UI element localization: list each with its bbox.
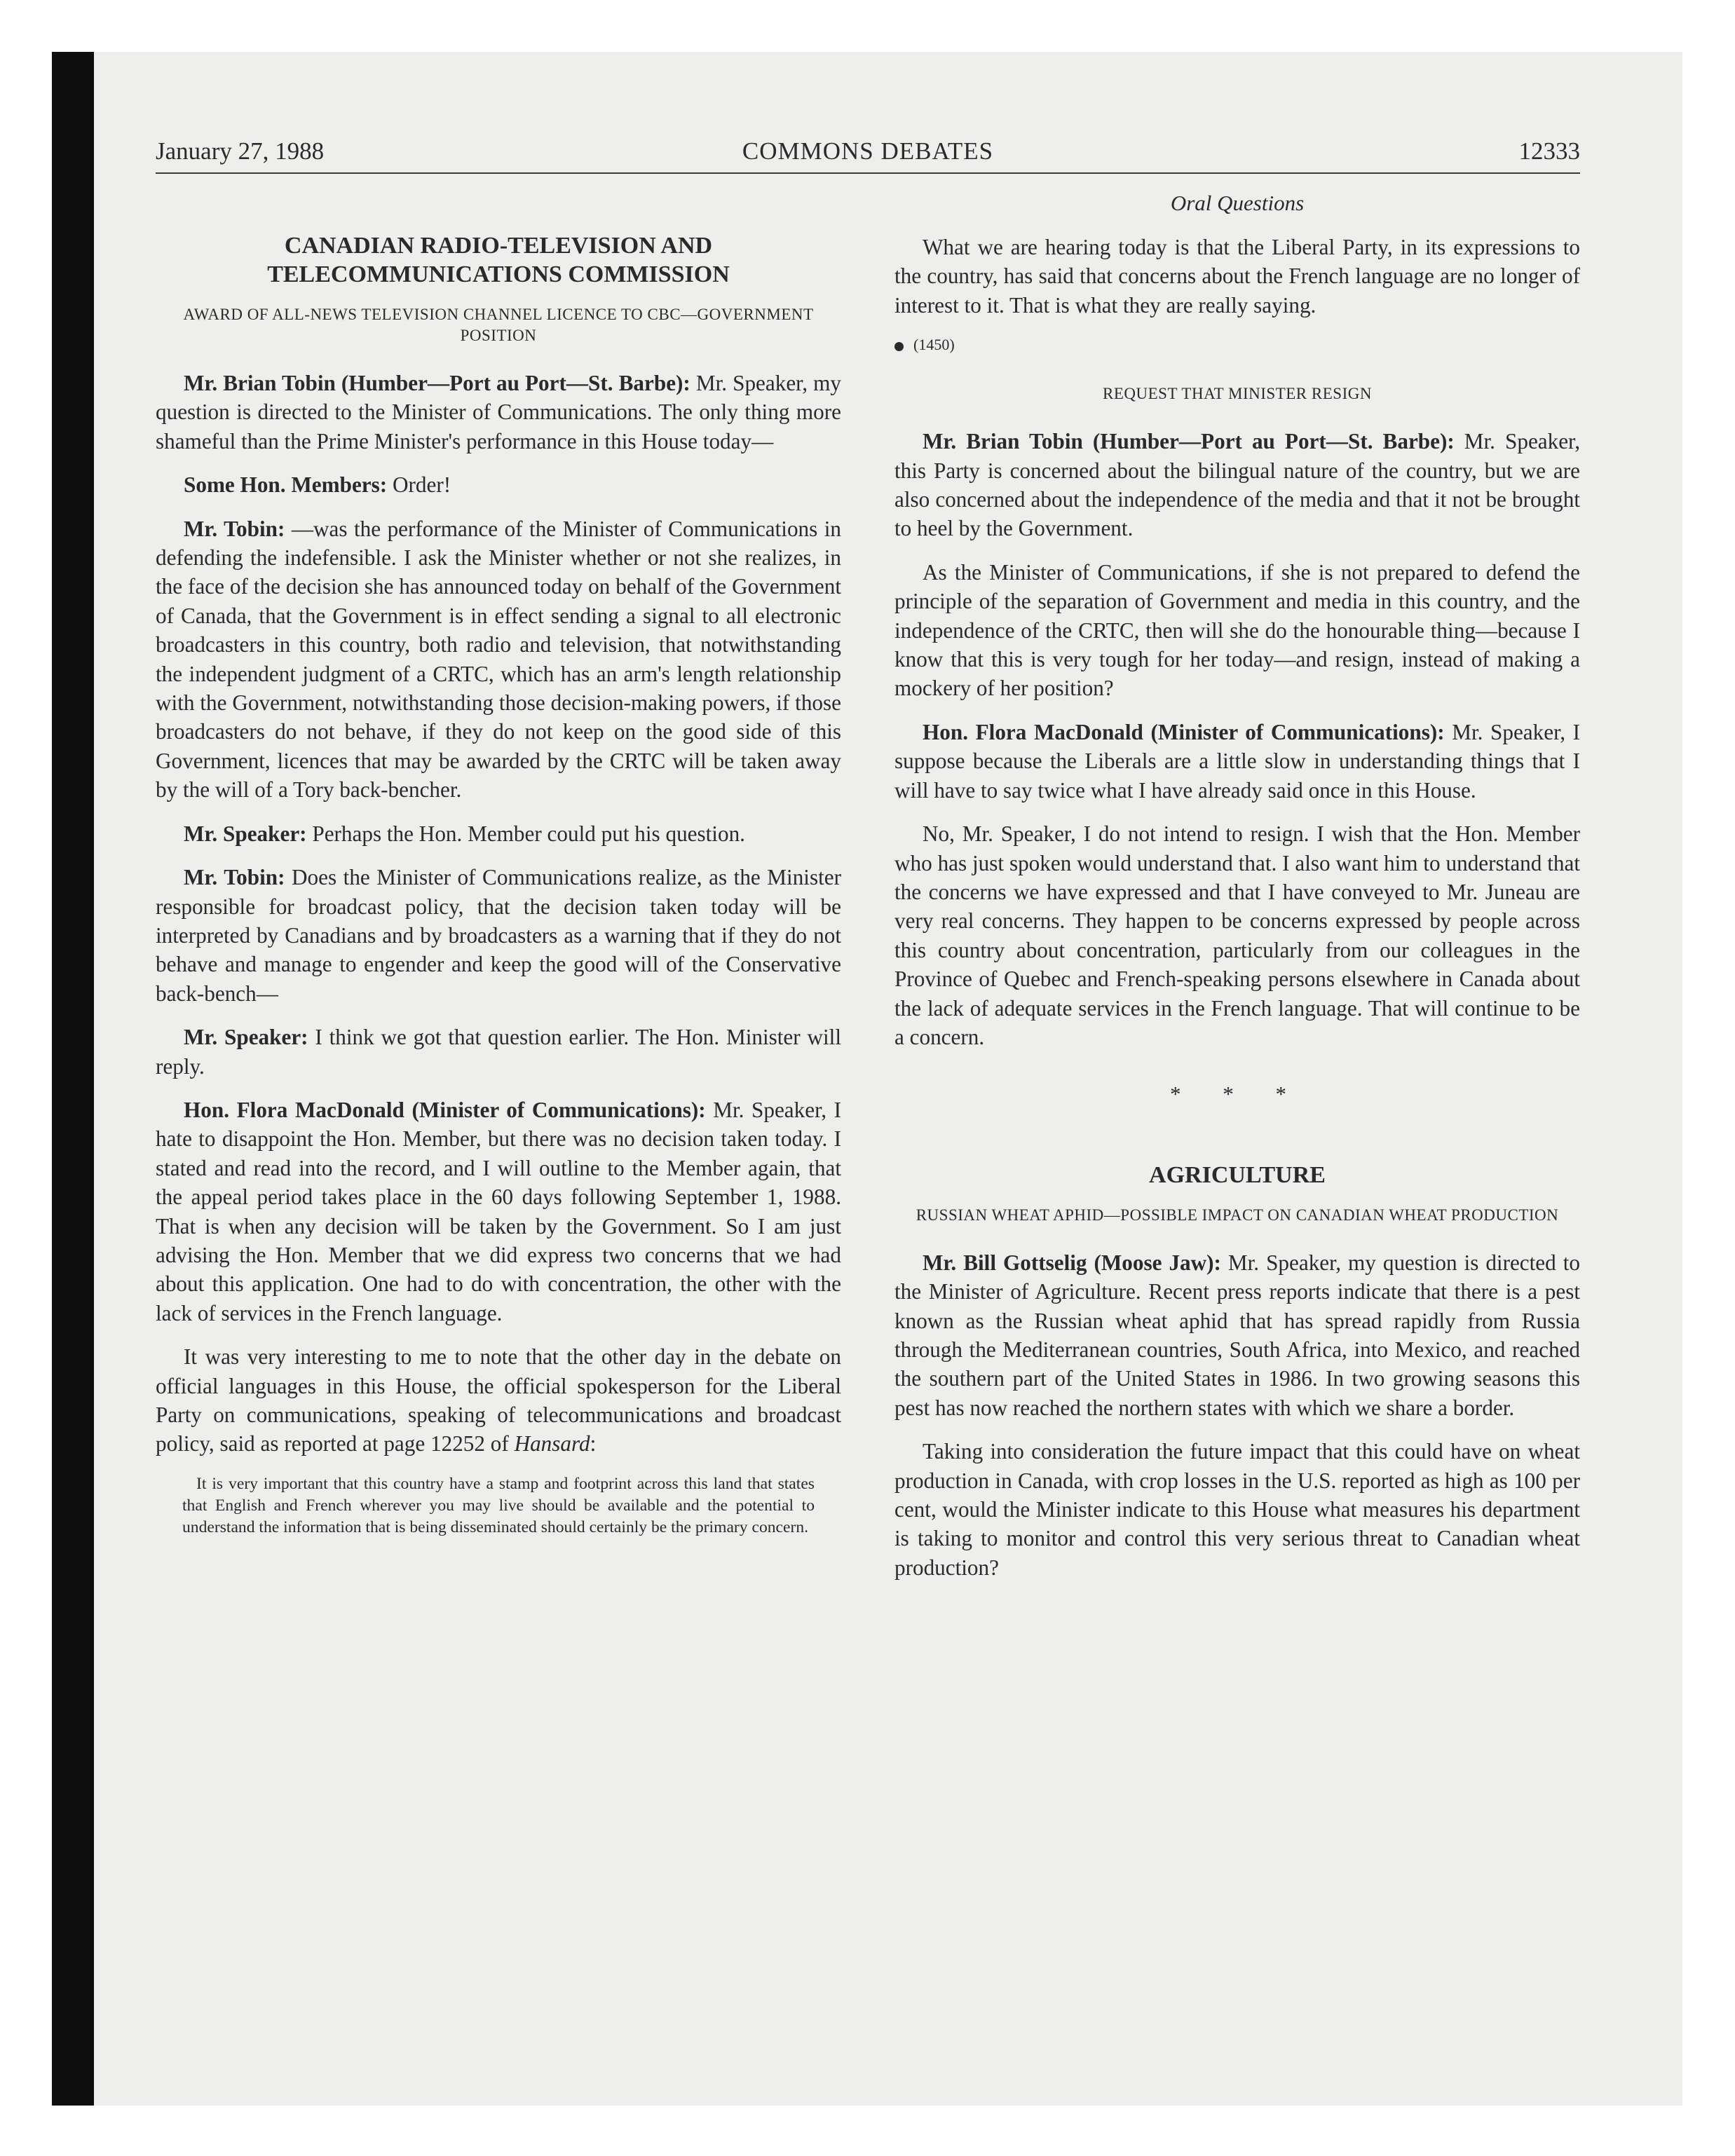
speech-text: Perhaps the Hon. Member could put his question. xyxy=(306,821,745,846)
running-title: Oral Questions xyxy=(1170,191,1305,215)
paragraph xyxy=(156,819,841,848)
speech-text: Mr. Speaker, I suppose because the Liberals are a little slow in understanding things that I will have to say twice what I have already said once in this House. xyxy=(894,719,1581,803)
speech-text: What we are hearing today is that the Liberal Party, in its expressions to the country, has said that concerns about the French language are no longer of interest to it. That is what they are really saying. xyxy=(894,235,1580,318)
paragraph xyxy=(894,558,1580,703)
speech-text: Mr. Speaker, I hate to disappoint the Hon. Member, but there was no decision taken today. I stated and read into the record, and I will outline to the Member again, that the appeal period takes place in the 60 days following September 1, 1988. That is when any decision will be taken by the Government. So I am just advising the Hon. Member that we did express two concerns that we had about this application. One had to do with concentration, the other with the lack of services in the French language. xyxy=(156,1097,842,1325)
paragraph xyxy=(894,427,1580,543)
time-marker xyxy=(894,334,1580,355)
right-column xyxy=(894,189,1580,1597)
paragraph xyxy=(894,819,1580,1051)
block-quote: It is very important that this country have a stamp and footprint across this land that states that English and French wherever you may live should be available and the potential to understand the information that is being disseminated should certainly be the primary concern. xyxy=(182,1474,815,1536)
paragraph xyxy=(894,718,1580,805)
paragraph xyxy=(156,514,841,805)
speech-text: Taking into consideration the future impact that this could have on wheat production in Canada, with crop losses in the U.S. reported as high as 100 per cent, would the Minister indicate to this House what measures his department is taking to monitor and control this very serious threat to Canadian wheat production? xyxy=(894,1439,1580,1580)
bullet-icon xyxy=(894,342,904,351)
speaker-name: Mr. Brian Tobin (Humber—Port au Port—St. Barbe): xyxy=(184,371,690,395)
speech-text: Mr. Speaker, my question is directed to the Minister of Communications. The only thing more shameful than the Prime Minister's performance in this House today— xyxy=(156,371,841,453)
speaker-name: Mr. Tobin: xyxy=(184,516,285,541)
speech-text: Order! xyxy=(387,472,451,498)
paragraph xyxy=(156,863,841,1008)
speaker-name: Mr. Brian Tobin (Humber—Port au Port—St. Barbe): xyxy=(923,429,1455,454)
speaker-name: Mr. Speaker: xyxy=(184,821,307,846)
header-date: January 27, 1988 xyxy=(156,137,325,165)
speaker-name: Mr. Tobin: xyxy=(184,865,285,890)
speaker-name: Some Hon. Members: xyxy=(184,472,388,498)
speaker-name: Hon. Flora MacDonald (Minister of Communications): xyxy=(184,1097,706,1122)
speech-text: I think we got that question earlier. The Hon. Minister will reply. xyxy=(156,1025,841,1079)
hansard-reference: Hansard xyxy=(514,1431,590,1456)
speaker-name: Mr. Speaker: xyxy=(184,1025,308,1050)
speech-text: Mr. Speaker, my question is directed to the Minister of Agriculture. Recent press reports indicate that there is a pest known as the Russian wheat aphid that has spread rapidly from Russia through the Mediterranean countries, South Africa, into Mexico, and reached the southern part of the United States in 1986. In two growing seasons this pest has now reached the northern states with which we share a border. xyxy=(894,1250,1580,1420)
speech-text: As the Minister of Communications, if she is not prepared to defend the principle of the separation of Government and media in this country, and the independence of the CRTC, then will she do the honourable thing—because I know that this is very tough for her today—and resign, instead of making a mockery of her position? xyxy=(894,559,1580,701)
paragraph xyxy=(156,1096,841,1328)
header-publication: COMMONS DEBATES xyxy=(742,137,994,165)
paragraph xyxy=(894,1248,1580,1422)
scan-edge-bar xyxy=(52,52,94,2106)
paragraph xyxy=(894,1437,1580,1582)
page-header xyxy=(156,137,1580,174)
paragraph xyxy=(894,233,1580,320)
speech-text: Does the Minister of Communications realize, as the Minister responsible for broadcast policy, that the decision taken today will be interpreted by Canadians and by broadcasters as a warning that if they do not behave and manage to engender and keep the good will of the Conservative back-bench— xyxy=(156,865,841,1006)
speech-text: —was the performance of the Minister of Communications in defending the indefensible. I ask the Minister whether or not she realizes, in the face of the decision she has announced today on behalf of the Government of Canada, that the Government is in effect sending a signal to all electronic broadcasters in this country, both radio and television, that notwithstanding the independent judgment of a CRTC, which has an arm's length relationship with the Government, notwithstanding those decision-making powers, if those broadcasters do not behave, if they do not keep on the good side of this Government, licences that may be awarded by the CRTC will be taken away by the will of a Tory back-bencher. xyxy=(156,516,842,803)
speech-text: No, Mr. Speaker, I do not intend to resign. I wish that the Hon. Member who has just spoken would understand that. I also want him to understand that the concerns we have expressed and that I have conveyed to Mr. Juneau are very real concerns. They happen to be concerns expressed by people across this country about concentration, particularly from our colleagues in the Province of Quebec and French-speaking persons elsewhere in Canada about the lack of adequate services in the French language. That will continue to be a concern. xyxy=(894,821,1580,1049)
sub-heading-wheat-aphid: RUSSIAN WHEAT APHID—POSSIBLE IMPACT ON CANADIAN WHEAT PRODUCTION xyxy=(916,1206,1559,1224)
section-separator: * * * xyxy=(1170,1082,1305,1107)
sub-heading-resign: REQUEST THAT MINISTER RESIGN xyxy=(1103,385,1372,403)
speaker-name: Hon. Flora MacDonald (Minister of Communications): xyxy=(923,719,1445,744)
speaker-name: Mr. Bill Gottselig (Moose Jaw): xyxy=(923,1250,1221,1275)
speech-text: Mr. Speaker, this Party is concerned about the bilingual nature of the country, but we are also concerned about the independence of the media and that it not be brought to heel by the Government. xyxy=(894,429,1580,541)
left-column xyxy=(156,189,841,1538)
paragraph xyxy=(156,470,841,499)
paragraph xyxy=(156,1342,841,1459)
paragraph xyxy=(156,369,841,456)
sub-heading-cbc-licence: AWARD OF ALL-NEWS TELEVISION CHANNEL LICENCE TO CBC—GOVERNMENT POSITION xyxy=(183,306,814,344)
time-marker-text: (1450) xyxy=(913,336,955,354)
section-title-crtc: CANADIAN RADIO-TELEVISION AND TELECOMMUNICATIONS COMMISSION xyxy=(267,233,730,287)
section-title-agriculture: AGRICULTURE xyxy=(1149,1161,1326,1188)
speech-text: : xyxy=(590,1431,597,1456)
paragraph xyxy=(156,1023,841,1081)
header-page-number: 12333 xyxy=(1518,137,1580,165)
speech-text: It was very interesting to me to note that the other day in the debate on official languages in this House, the official spokesperson for the Liberal Party on communications, speaking of telecommunications and broadcast policy, said as reported at page 12252 of xyxy=(156,1344,841,1456)
